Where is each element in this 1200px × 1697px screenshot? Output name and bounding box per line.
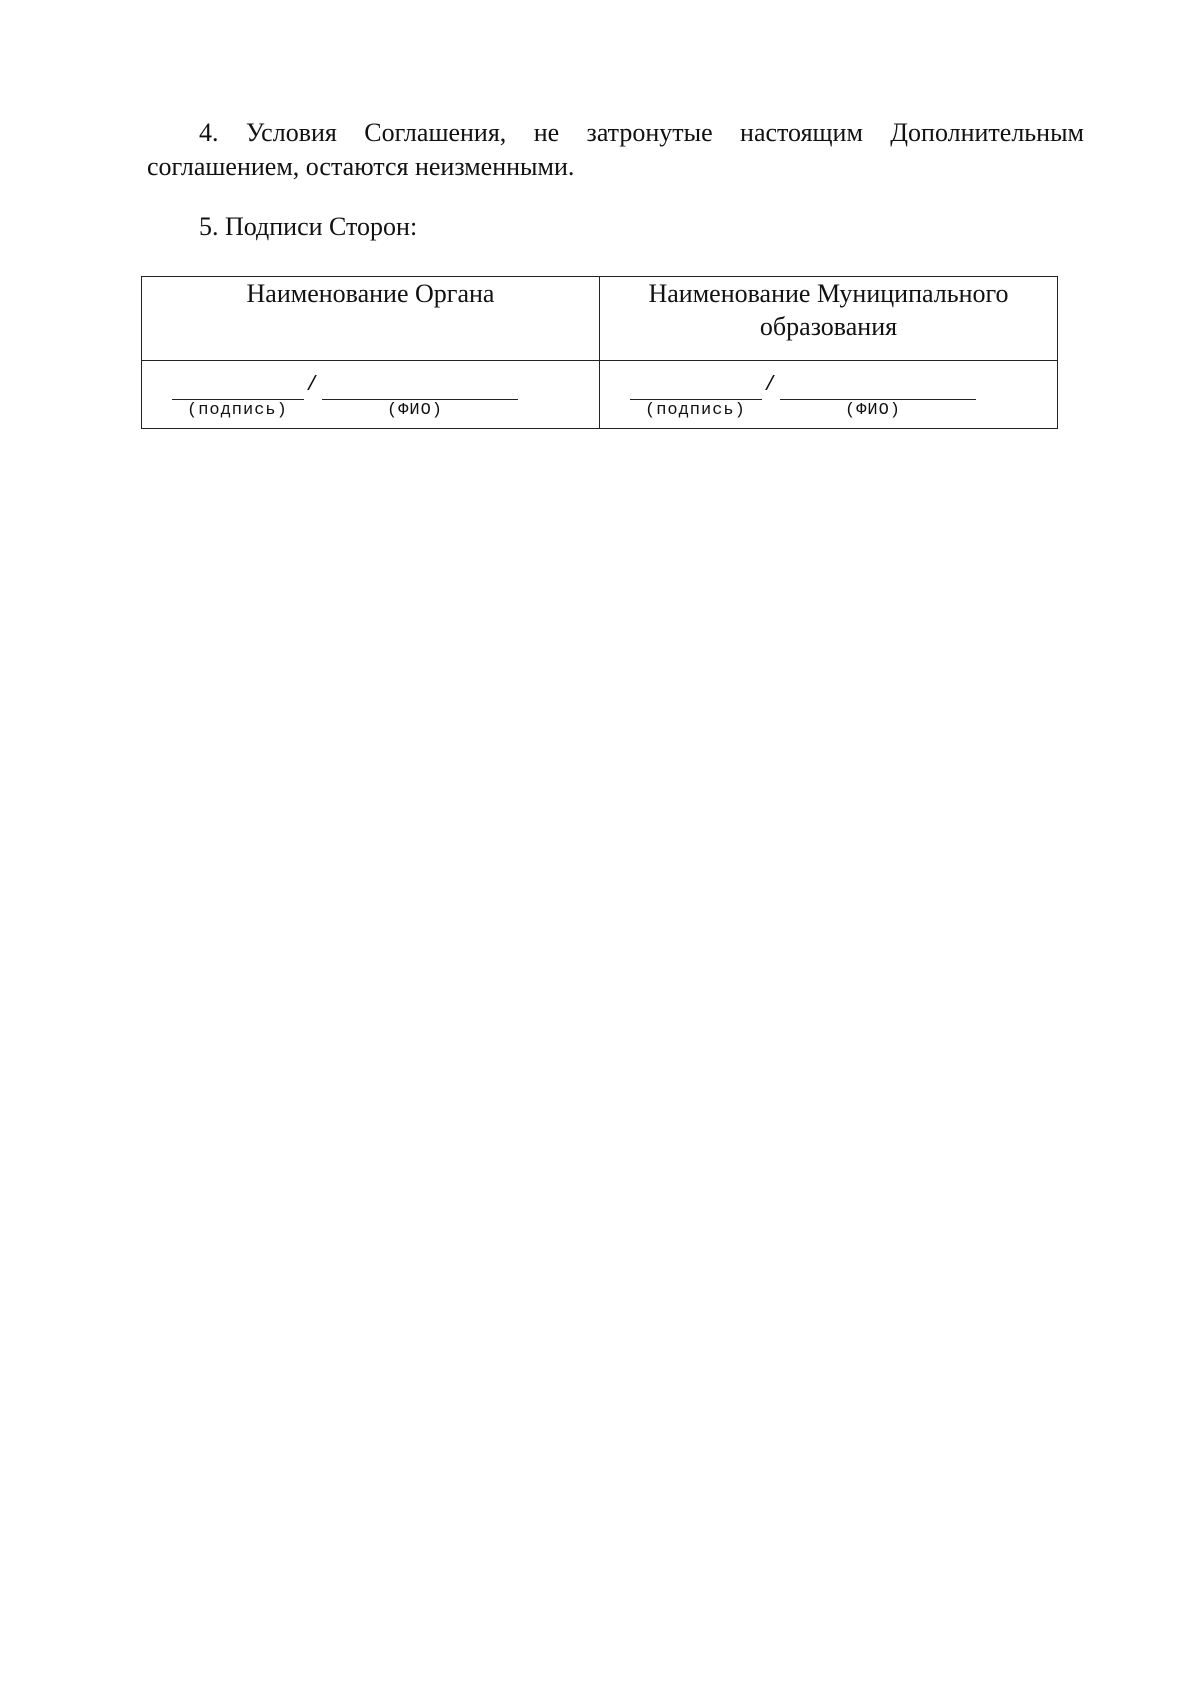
paragraph-5: 5. Подписи Сторон: xyxy=(199,212,418,241)
signature-cell-municipality xyxy=(600,361,1058,429)
signatures-table xyxy=(141,276,1058,429)
slash-separator: / xyxy=(764,374,777,397)
name-caption: (ФИО) xyxy=(845,401,902,420)
signature-line xyxy=(630,377,762,400)
table-signature-row xyxy=(142,361,1058,429)
signature-caption: (подпись) xyxy=(187,401,288,420)
header-municipality-text: Наименование Муниципального образования xyxy=(648,279,1009,341)
name-line xyxy=(780,377,976,400)
name-line xyxy=(322,377,518,400)
slash-separator: / xyxy=(306,374,319,397)
signature-cell-authority xyxy=(142,361,600,429)
header-cell-municipality xyxy=(600,277,1058,361)
signature-caption: (подпись) xyxy=(645,401,746,420)
paragraph-4: 4. Условия Соглашения, не затронутые настоящим Дополнительным соглашением, остаются неизменными. xyxy=(147,118,1084,181)
name-caption: (ФИО) xyxy=(387,401,444,420)
header-authority-text: Наименование Органа xyxy=(246,279,495,308)
signature-line xyxy=(172,377,304,400)
table-header-row xyxy=(142,277,1058,361)
header-cell-authority xyxy=(142,277,600,361)
